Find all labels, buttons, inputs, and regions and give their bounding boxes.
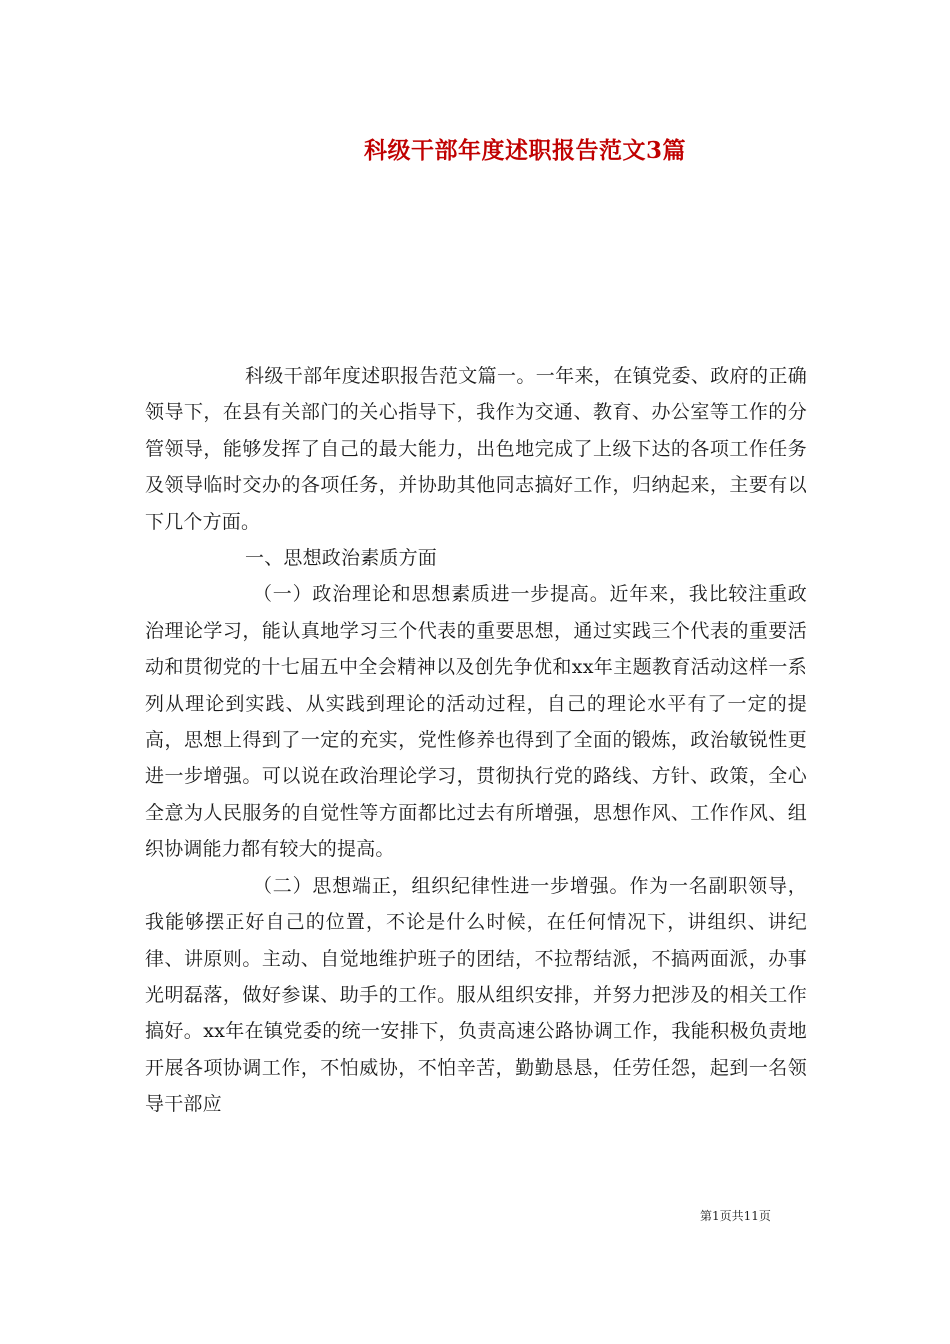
section-heading: 一、思想政治素质方面 xyxy=(245,547,438,570)
document-body xyxy=(145,358,807,1123)
page-number: 第1页共11页 xyxy=(700,1209,771,1223)
paragraph-intro: 科级干部年度述职报告范文篇一。一年来，在镇党委、政府的正确领导下，在县有关部门的关心指导下，我作为交通、教育、办公室等工作的分管领导，能够发挥了自己的最大能力，出色地完成了上级下达的各项工作任务及领导临时交办的各项任务，并协助其他同志搞好工作，归纳起来，主要有以下几个方面。 xyxy=(145,365,807,533)
paragraph-subsection-1: （一）政治理论和思想素质进一步提高。近年来，我比较注重政治理论学习，能认真地学习三个代表的重要思想，通过实践三个代表的重要活动和贯彻党的十七届五中全会精神以及创先争优和xx年主题教育活动这样一系列从理论到实践、从实践到理论的活动过程，自己的理论水平有了一定的提高，思想上得到了一定的充实，党性修养也得到了全面的锻炼，政治敏锐性更进一步增强。可以说在政治理论学习，贯彻执行党的路线、方针、政策，全心全意为人民服务的自觉性等方面都比过去有所增强，思想作风、工作作风、组织协调能力都有较大的提高。 xyxy=(145,583,807,861)
paragraph-subsection-2: （二）思想端正，组织纪律性进一步增强。作为一名副职领导，我能够摆正好自己的位置，不论是什么时候，在任何情况下，讲组织、讲纪律、讲原则。主动、自觉地维护班子的团结，不拉帮结派，不搞两面派，办事光明磊落，做好参谋、助手的工作。服从组织安排，并努力把涉及的相关工作搞好。xx年在镇党委的统一安排下，负责高速公路协调工作，我能积极负责地开展各项协调工作，不怕威协，不怕辛苦，勤勤恳恳，任劳任怨，起到一名领导干部应 xyxy=(145,874,807,1116)
document-title: 科级干部年度述职报告范文3篇 xyxy=(363,137,686,164)
